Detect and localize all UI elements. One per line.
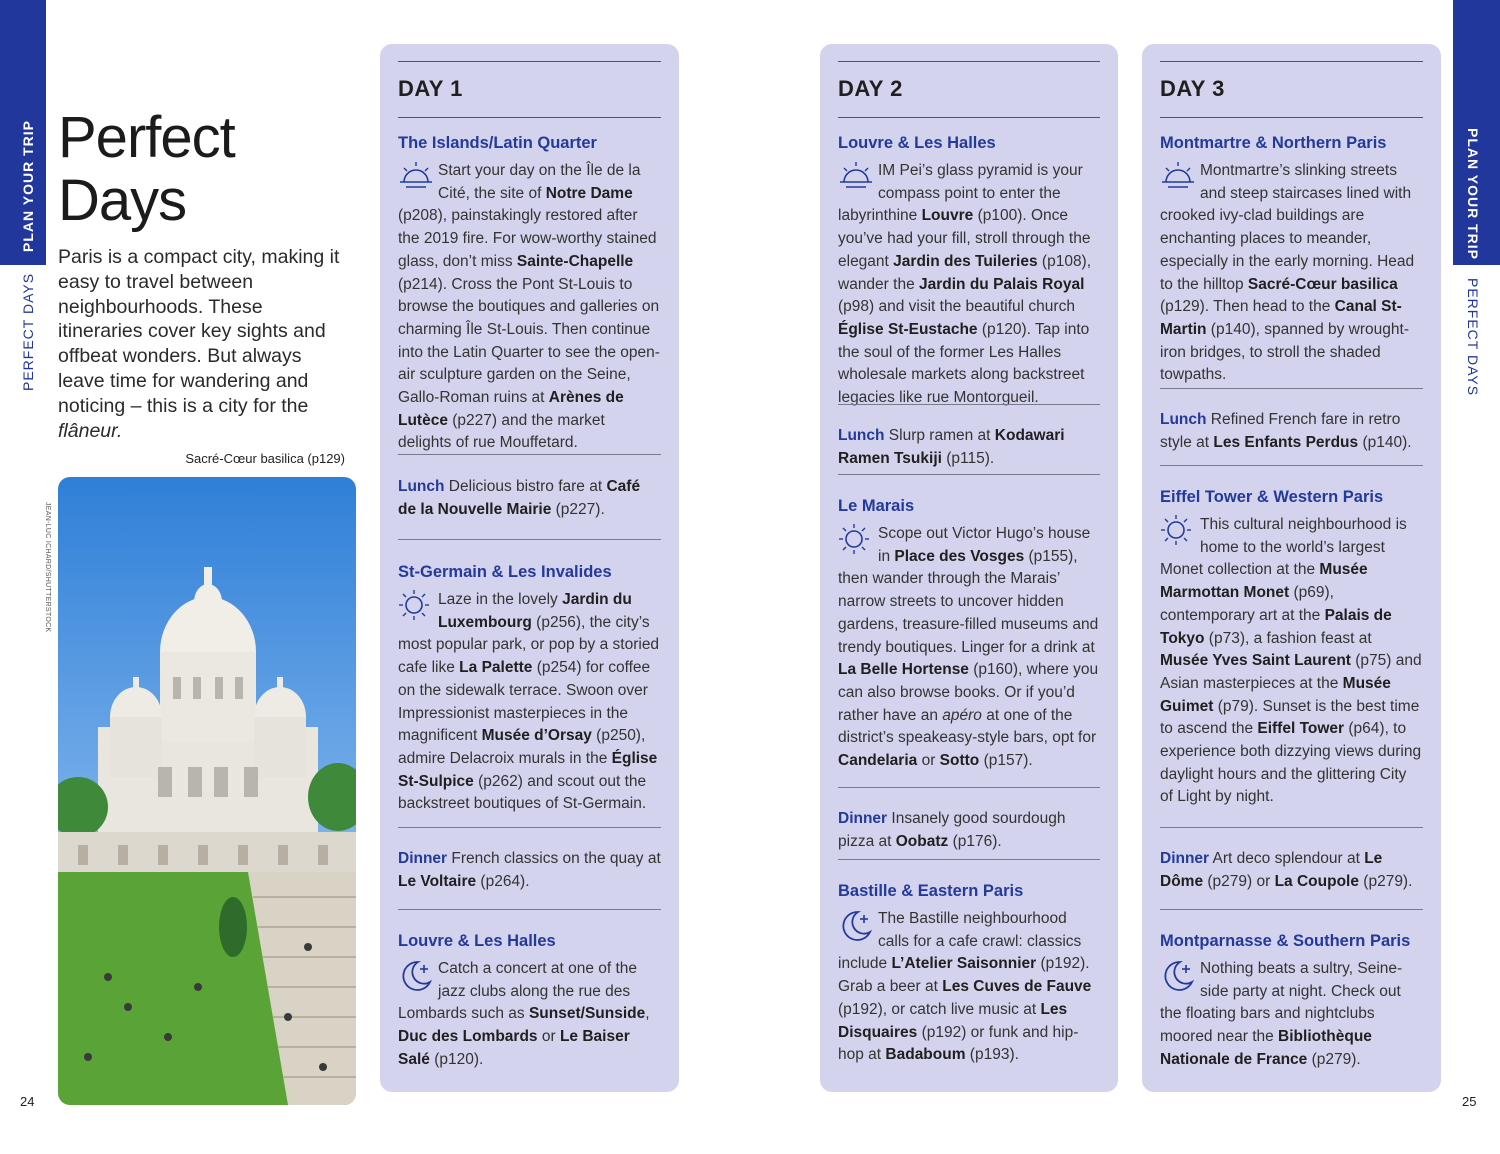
day-3-header: DAY 3 [1160, 61, 1423, 118]
divider [398, 827, 661, 828]
itinerary-section [838, 880, 1100, 1067]
meal-label: Dinner [838, 810, 888, 827]
section-text: The Bastille neighbourhood calls for a cafe crawl: classics include L’Atelier Saisonnier (p192). Grab a beer at Les Cuves de Fauve (p192), or catch live music at Les Disquaires (p192) or funk and hip-hop at Badaboum (p193). [838, 910, 1092, 1064]
section-title: The Islands/Latin Quarter [398, 134, 597, 152]
divider [398, 909, 661, 910]
meal-text: Insanely good sourdough pizza at Oobatz (p176). [838, 810, 1066, 850]
day-3-panel [1142, 44, 1441, 1092]
section-body [1160, 958, 1423, 1072]
section-text: Catch a concert at one of the jazz clubs along the rue des Lombards such as Sunset/Sunside, Duc des Lombards or Le Baiser Salé (p120). [398, 960, 650, 1068]
itinerary-section [1160, 132, 1423, 387]
meal-label: Dinner [1160, 850, 1210, 867]
section-body [838, 160, 1100, 410]
day-2-panel [820, 44, 1118, 1092]
sun-icon [398, 589, 438, 625]
section-body [398, 160, 661, 455]
itinerary-section [838, 132, 1100, 410]
divider [398, 454, 661, 455]
moon-icon [1160, 958, 1200, 994]
section-text: Laze in the lovely Jardin du Luxembourg (p256), the city’s most popular park, or pop by a storied cafe like La Palette (p254) for coffee on the sidewalk terrace. Swoon over Impressionist masterpieces in the magnificent Musée d’Orsay (p250), admire Delacroix murals in the Église St-Sulpice (p262) and scout out the backstreet boutiques of St-Germain. [398, 591, 660, 813]
meal-note [398, 476, 661, 521]
itinerary-section [398, 930, 661, 1072]
photo-credit: JEAN-LUC ICHARD/SHUTTERSTOCK [44, 502, 51, 633]
section-body [838, 523, 1100, 773]
section-body [398, 958, 661, 1072]
divider [838, 859, 1100, 860]
section-body [1160, 160, 1423, 387]
intro-paragraph [58, 245, 348, 443]
section-text: IM Pei’s glass pyramid is your compass point to enter the labyrinthine Louvre (p100). Once you’ve had your fill, stroll through the elegant Jardin des Tuileries (p108), wander the Jardin du Palais Royal (p98) and visit the beautiful church Église St-Eustache (p120). Tap into the soul of the former Les Halles wholesale markets along backstreet legacies like rue Montorgueil. [838, 162, 1092, 407]
divider [398, 539, 661, 540]
meal-text: Refined French fare in retro style at Les Enfants Perdus (p140). [1160, 411, 1412, 451]
divider [838, 404, 1100, 405]
section-body [398, 589, 661, 816]
meal-note [838, 808, 1100, 853]
meal-text: French classics on the quay at Le Voltaire (p264). [398, 850, 661, 890]
section-text: Start your day on the Île de la Cité, the site of Notre Dame (p208), painstakingly restored after the 2019 fire. For wow-worthy stained glass, don’t miss Sainte-Chapelle (p214). Cross the Pont St-Louis to browse the boutiques and galleries on charming Île St-Louis. Then continue into the Latin Quarter to see the open-air sculpture garden on the Seine, Gallo-Roman ruins at Arènes de Lutèce (p227) and the market delights of rue Mouffetard. [398, 162, 660, 452]
meal-text: Art deco splendour at Le Dôme (p279) or La Coupole (p279). [1160, 850, 1413, 890]
section-text: Scope out Victor Hugo’s house in Place des Vosges (p155), then wander through the Marais’ narrow streets to uncover hidden gardens, treasure-filled museums and trendy boutiques. Linger for a drink at La Belle Hortense (p160), where you can also browse books. Or if you’d rather have an apéro at one of the district’s speakeasy-style bars, opt for Candelaria or Sotto (p157). [838, 525, 1099, 770]
section-title: St-Germain & Les Invalides [398, 563, 612, 581]
meal-label: Lunch [838, 427, 885, 444]
meal-text: Delicious bistro fare at Café de la Nouvelle Mairie (p227). [398, 478, 641, 518]
itinerary-section [398, 132, 661, 455]
divider [838, 474, 1100, 475]
section-title: Bastille & Eastern Paris [838, 882, 1024, 900]
day-1-panel [380, 44, 679, 1092]
page-title [58, 106, 235, 232]
meal-note [398, 848, 661, 893]
day-2-header: DAY 2 [838, 61, 1100, 118]
section-title: Louvre & Les Halles [398, 932, 556, 950]
intro-text: Paris is a compact city, making it easy to travel between neighbourhoods. These itineraries cover key sights and offbeat wonders. But always leave time for wandering and noticing – this is a city for the [58, 246, 340, 417]
page-number-left: 24 [20, 1094, 35, 1109]
section-label-right: PLAN YOUR TRIP [1465, 128, 1481, 260]
sunrise-icon [838, 160, 878, 196]
meal-text: Slurp ramen at Kodawari Ramen Tsukiji (p115). [838, 427, 1065, 467]
sacre-coeur-photo [58, 477, 356, 1105]
meal-note [838, 425, 1100, 470]
itinerary-section [838, 495, 1100, 773]
section-body [1160, 514, 1423, 809]
sunrise-icon [1160, 160, 1200, 196]
itinerary-section [398, 561, 661, 816]
meal-note [1160, 409, 1423, 454]
section-title: Montmartre & Northern Paris [1160, 134, 1387, 152]
divider [1160, 909, 1423, 910]
meal-label: Dinner [398, 850, 448, 867]
sun-icon [1160, 514, 1200, 550]
title-line-2: Days [58, 168, 187, 233]
section-body [838, 908, 1100, 1067]
moon-icon [838, 908, 878, 944]
section-label-left: PLAN YOUR TRIP [20, 120, 36, 252]
section-text: Montmartre’s slinking streets and steep staircases lined with crooked ivy-clad buildings are enchanting places to meander, especially in the early morning. Head to the hilltop Sacré-Cœur basilica (p129). Then head to the Canal St-Martin (p140), spanned by wrought-iron bridges, to stroll the shaded towpaths. [1160, 162, 1415, 384]
divider [1160, 388, 1423, 389]
chapter-label-right: PERFECT DAYS [1465, 278, 1481, 397]
meal-label: Lunch [1160, 411, 1207, 428]
divider [1160, 827, 1423, 828]
itinerary-section [1160, 930, 1423, 1072]
chapter-label-left: PERFECT DAYS [20, 272, 36, 391]
sunrise-icon [398, 160, 438, 196]
section-title: Louvre & Les Halles [838, 134, 996, 152]
page-number-right: 25 [1462, 1094, 1477, 1109]
section-text: Nothing beats a sultry, Seine-side party at night. Check out the floating bars and nightclubs moored near the Bibliothèque Nationale de France (p279). [1160, 960, 1403, 1068]
title-line-1: Perfect [58, 105, 235, 170]
divider [838, 787, 1100, 788]
moon-icon [398, 958, 438, 994]
meal-label: Lunch [398, 478, 445, 495]
itinerary-section [1160, 486, 1423, 809]
sun-icon [838, 523, 878, 559]
photo-caption: Sacré-Cœur basilica (p129) [185, 451, 345, 466]
section-title: Le Marais [838, 497, 915, 515]
section-title: Eiffel Tower & Western Paris [1160, 488, 1384, 506]
divider [1160, 465, 1423, 466]
intro-italic: flâneur. [58, 419, 123, 442]
day-1-header: DAY 1 [398, 61, 661, 118]
section-text: This cultural neighbourhood is home to the world’s largest Monet collection at the Musée Marmottan Monet (p69), contemporary art at the Palais de Tokyo (p73), a fashion feast at Musée Yves Saint Laurent (p75) and Asian masterpieces at the Musée Guimet (p79). Sunset is the best time to ascend the Eiffel Tower (p64), to experience both dizzying views during daylight hours and the glittering City of Light by night. [1160, 516, 1422, 806]
section-title: Montparnasse & Southern Paris [1160, 932, 1411, 950]
meal-note [1160, 848, 1423, 893]
